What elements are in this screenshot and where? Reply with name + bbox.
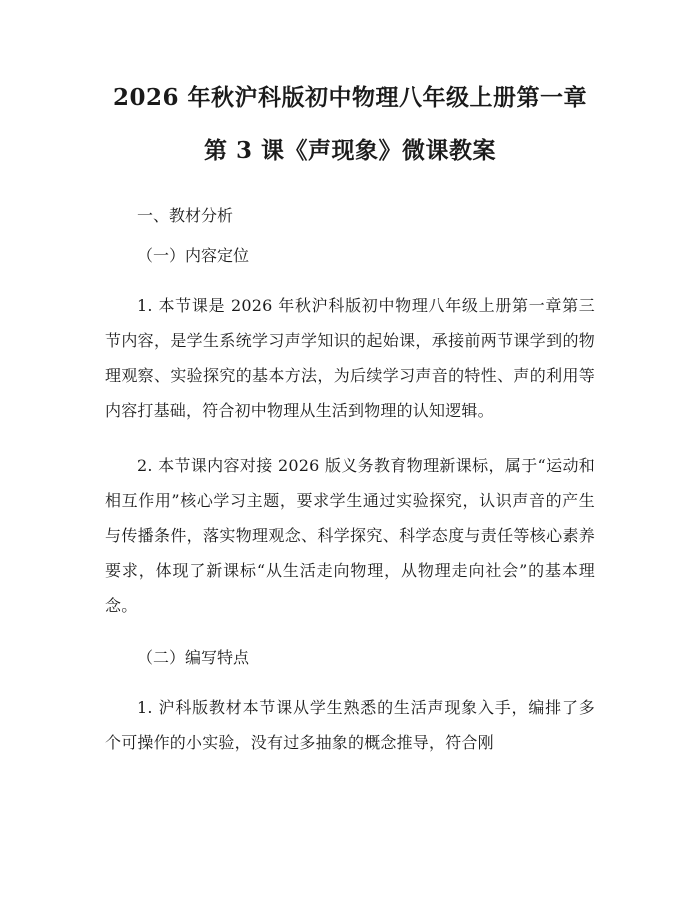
subsection-heading-writing-features: （二）编写特点 xyxy=(137,648,250,667)
document-title-line1: 2026 年秋沪科版初中物理八年级上册第一章 xyxy=(112,84,588,111)
paragraph-2: 2. 本节课内容对接 2026 版义务教育物理新课标，属于“运动和相互作用”核心学习主题，要求学生通过实验探究，认识声音的产生与传播条件，落实物理观念、科学探究、科学态度与责任等核心素养要求，体现了新课标“从生活走向物理，从物理走向社会”的基本理念。 xyxy=(105,456,595,615)
subsection-heading-content-positioning: （一）内容定位 xyxy=(137,246,250,265)
document-title-line2: 第 3 课《声现象》微课教案 xyxy=(203,137,497,164)
paragraph-1: 1. 本节课是 2026 年秋沪科版初中物理八年级上册第一章第三节内容，是学生系统学习声学知识的起始课，承接前两节课学到的物理观察、实验探究的基本方法，为后续学习声音的特性、声的利用等内容打基础，符合初中物理从生活到物理的认知逻辑。 xyxy=(105,296,595,420)
paragraph-3: 1. 沪科版教材本节课从学生熟悉的生活声现象入手，编排了多个可操作的小实验，没有过多抽象的概念推导，符合刚 xyxy=(105,698,595,752)
section-heading-textbook-analysis: 一、教材分析 xyxy=(137,206,234,225)
